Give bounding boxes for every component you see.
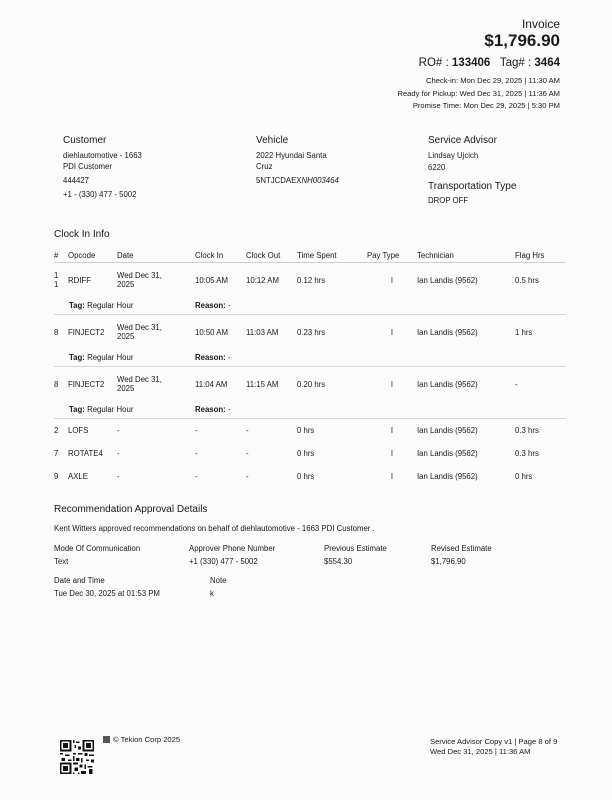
tag-value: Regular Hour bbox=[87, 301, 134, 310]
row-number-line: 1 bbox=[54, 271, 59, 280]
advisor-name: Lindsay Ujcich bbox=[428, 151, 479, 160]
revised-estimate-label: Revised Estimate bbox=[431, 544, 492, 553]
reason-label: Reason: bbox=[195, 353, 226, 362]
date-line: 2025 bbox=[117, 384, 135, 393]
checkin-time: Check-in: Mon Dec 29, 2025 | 11:30 AM bbox=[426, 76, 560, 85]
previous-estimate-value: $554.30 bbox=[324, 557, 353, 566]
vin-suffix: NH003464 bbox=[301, 176, 339, 185]
datetime-label: Date and Time bbox=[54, 576, 105, 585]
opcode-cell: FINJECT2 bbox=[68, 379, 105, 389]
row-number: 2 bbox=[54, 426, 59, 435]
date-cell: - bbox=[117, 449, 120, 458]
note-label: Note bbox=[210, 576, 227, 585]
reason-cell bbox=[195, 349, 566, 367]
technician-cell: Ian Landis (9562) bbox=[417, 472, 478, 481]
clock-out-cell: - bbox=[246, 472, 249, 481]
flag-hrs-cell: 1 hrs bbox=[515, 327, 533, 337]
pay-type-cell: I bbox=[390, 449, 394, 458]
date-cell bbox=[117, 315, 195, 350]
customer-name-2: PDI Customer bbox=[63, 162, 112, 171]
technician-cell: Ian Landis (9562) bbox=[417, 327, 478, 337]
note-value: k bbox=[210, 589, 214, 598]
tag-cell bbox=[68, 297, 195, 315]
copyright bbox=[103, 735, 180, 744]
clock-in-cell: - bbox=[195, 426, 198, 435]
technician-cell: Ian Landis (9562) bbox=[417, 379, 478, 389]
reason-value: - bbox=[227, 301, 231, 310]
tag-value: 3464 bbox=[534, 57, 560, 69]
datetime-block bbox=[54, 576, 160, 598]
technician-cell: Ian Landis (9562) bbox=[417, 426, 478, 435]
advisor-block bbox=[428, 135, 516, 206]
time-spent-cell: 0.12 hrs bbox=[297, 275, 326, 285]
footer-right bbox=[430, 737, 557, 757]
row-number: 9 bbox=[54, 472, 59, 481]
col-header: Technician bbox=[417, 248, 515, 263]
tag-cell bbox=[68, 401, 195, 419]
pay-type-cell: I bbox=[390, 379, 394, 389]
vehicle-model-2: Cruz bbox=[256, 162, 273, 171]
date-cell bbox=[117, 367, 195, 402]
print-datetime: Wed Dec 31, 2025 | 11:36 AM bbox=[430, 747, 531, 756]
table-subrow bbox=[54, 349, 566, 367]
table-subrow bbox=[54, 401, 566, 419]
col-header: Clock In bbox=[195, 248, 246, 263]
reason-cell bbox=[195, 401, 566, 419]
col-header: Date bbox=[117, 248, 195, 263]
date-cell bbox=[117, 263, 195, 298]
customer-id: 444427 bbox=[63, 176, 90, 185]
reason-value: - bbox=[227, 353, 231, 362]
col-header: Time Spent bbox=[297, 248, 367, 263]
previous-estimate-label: Previous Estimate bbox=[324, 544, 387, 553]
transport-value: DROP OFF bbox=[428, 196, 469, 205]
recommendation-statement: Kent Witters approved recommendations on behalf of diehlautomotive - 1663 PDI Customer . bbox=[54, 524, 375, 533]
flag-hrs-cell: 0.3 hrs bbox=[515, 449, 539, 458]
technician-cell: Ian Landis (9562) bbox=[417, 275, 478, 285]
clock-in-cell: 10:50 AM bbox=[195, 327, 228, 337]
flag-hrs-cell: 0 hrs bbox=[515, 472, 533, 481]
vehicle-block bbox=[256, 135, 339, 186]
pay-type-cell: I bbox=[390, 426, 394, 435]
date-line: Wed Dec 31, bbox=[117, 271, 162, 280]
phone-block bbox=[189, 544, 275, 566]
approver-phone-value: +1 (330) 477 - 5002 bbox=[189, 557, 258, 566]
advisor-id: 6220 bbox=[428, 163, 446, 172]
customer-title: Customer bbox=[63, 135, 107, 146]
tag-value: Regular Hour bbox=[87, 405, 134, 414]
clock-in-cell: - bbox=[195, 449, 198, 458]
tag-label: Tag: bbox=[69, 301, 85, 310]
tekion-logo-icon bbox=[103, 736, 110, 743]
col-header: Pay Type bbox=[367, 248, 417, 263]
col-header: Flag Hrs bbox=[515, 248, 566, 263]
date-cell: - bbox=[117, 426, 120, 435]
copy-page-info: Service Advisor Copy v1 | Page 8 of 9 bbox=[430, 737, 558, 746]
recommendation-title: Recommendation Approval Details bbox=[54, 504, 208, 515]
time-spent-cell: 0.23 hrs bbox=[297, 327, 326, 337]
ro-label: RO# : bbox=[418, 57, 449, 69]
clock-out-cell: 11:15 AM bbox=[246, 379, 279, 389]
table-row bbox=[54, 367, 566, 402]
customer-phone: +1 - (330) 477 - 5002 bbox=[63, 190, 137, 199]
table-row bbox=[54, 419, 566, 443]
customer-name: diehlautomotive - 1663 bbox=[63, 151, 142, 160]
clock-out-cell: 10:12 AM bbox=[246, 275, 279, 285]
vin-prefix: 5NTJCDAEX bbox=[256, 176, 302, 185]
opcode-cell: AXLE bbox=[68, 472, 88, 481]
reason-label: Reason: bbox=[195, 405, 226, 414]
flag-hrs-cell: 0.3 hrs bbox=[515, 426, 539, 435]
date-line: Wed Dec 31, bbox=[117, 323, 162, 332]
row-number bbox=[54, 263, 68, 298]
opcode-cell: LOFS bbox=[68, 426, 89, 435]
flag-hrs-cell: - bbox=[515, 379, 518, 389]
ro-value: 133406 bbox=[451, 57, 491, 69]
reason-cell bbox=[195, 297, 566, 315]
pay-type-cell: I bbox=[390, 275, 394, 285]
invoice-label: Invoice bbox=[521, 17, 560, 31]
mode-block bbox=[54, 544, 140, 566]
date-cell: - bbox=[117, 472, 120, 481]
ro-tag-line bbox=[419, 57, 560, 69]
pay-type-cell: I bbox=[390, 327, 394, 337]
date-line: Wed Dec 31, bbox=[117, 375, 162, 384]
col-header: Clock Out bbox=[246, 248, 297, 263]
mode-value: Text bbox=[54, 557, 69, 566]
clock-out-cell: - bbox=[246, 449, 249, 458]
technician-cell: Ian Landis (9562) bbox=[417, 449, 478, 458]
reason-label: Reason: bbox=[195, 301, 226, 310]
qr-code-icon bbox=[60, 740, 94, 774]
opcode-cell: FINJECT2 bbox=[68, 327, 105, 337]
promise-time: Promise Time: Mon Dec 29, 2025 | 5:30 PM bbox=[412, 101, 560, 111]
tag-label: Tag: bbox=[69, 353, 85, 362]
previous-estimate-block bbox=[324, 544, 387, 566]
row-number: 8 bbox=[54, 379, 59, 389]
pay-type-cell: I bbox=[390, 472, 394, 481]
customer-block bbox=[63, 135, 142, 200]
table-row bbox=[54, 442, 566, 465]
opcode-cell: ROTATE4 bbox=[68, 449, 103, 458]
mode-label: Mode Of Communication bbox=[54, 544, 141, 553]
vehicle-vin bbox=[256, 175, 339, 186]
clock-in-cell: - bbox=[195, 472, 198, 481]
col-header: Opcode bbox=[68, 248, 117, 263]
table-row bbox=[54, 315, 566, 350]
flag-hrs-cell: 0.5 hrs bbox=[515, 275, 539, 285]
clock-in-table bbox=[54, 248, 566, 488]
table-header-row bbox=[54, 248, 566, 263]
time-spent-cell: 0.20 hrs bbox=[297, 379, 326, 389]
time-spent-cell: 0 hrs bbox=[297, 449, 315, 458]
col-header: # bbox=[54, 248, 68, 263]
clock-out-cell: 11:03 AM bbox=[246, 327, 279, 337]
vehicle-title: Vehicle bbox=[256, 135, 289, 146]
tag-label: Tag# : bbox=[499, 57, 532, 69]
tag-value: Regular Hour bbox=[87, 353, 134, 362]
ready-time: Ready for Pickup: Wed Dec 31, 2025 | 11:36 AM bbox=[397, 88, 560, 98]
row-number: 8 bbox=[54, 327, 59, 337]
vehicle-model: 2022 Hyundai Santa bbox=[256, 151, 327, 160]
transport-title: Transportation Type bbox=[428, 181, 517, 192]
table-row bbox=[54, 465, 566, 488]
clock-in-cell: 11:04 AM bbox=[195, 379, 228, 389]
revised-estimate-block bbox=[431, 544, 492, 566]
clock-out-cell: - bbox=[246, 426, 249, 435]
header-dates bbox=[397, 75, 560, 113]
tag-label: Tag: bbox=[69, 405, 85, 414]
copyright-text: © Tekion Corp 2025 bbox=[113, 735, 181, 744]
advisor-title: Service Advisor bbox=[428, 135, 497, 146]
row-number-line: 1 bbox=[54, 280, 59, 289]
invoice-amount: $1,796.90 bbox=[484, 31, 560, 50]
clock-in-title: Clock In Info bbox=[54, 229, 110, 240]
clock-in-cell: 10:05 AM bbox=[195, 275, 228, 285]
tag-cell bbox=[68, 349, 195, 367]
opcode-cell: RDIFF bbox=[68, 275, 91, 285]
datetime-value: Tue Dec 30, 2025 at 01:53 PM bbox=[54, 589, 160, 598]
note-block bbox=[210, 576, 226, 598]
table-subrow bbox=[54, 297, 566, 315]
date-line: 2025 bbox=[117, 332, 135, 341]
time-spent-cell: 0 hrs bbox=[297, 472, 315, 481]
approver-phone-label: Approver Phone Number bbox=[189, 544, 276, 553]
date-line: 2025 bbox=[117, 280, 135, 289]
reason-value: - bbox=[227, 405, 231, 414]
table-row bbox=[54, 263, 566, 298]
revised-estimate-value: $1,796.90 bbox=[431, 557, 466, 566]
time-spent-cell: 0 hrs bbox=[297, 426, 315, 435]
row-number: 7 bbox=[54, 449, 59, 458]
